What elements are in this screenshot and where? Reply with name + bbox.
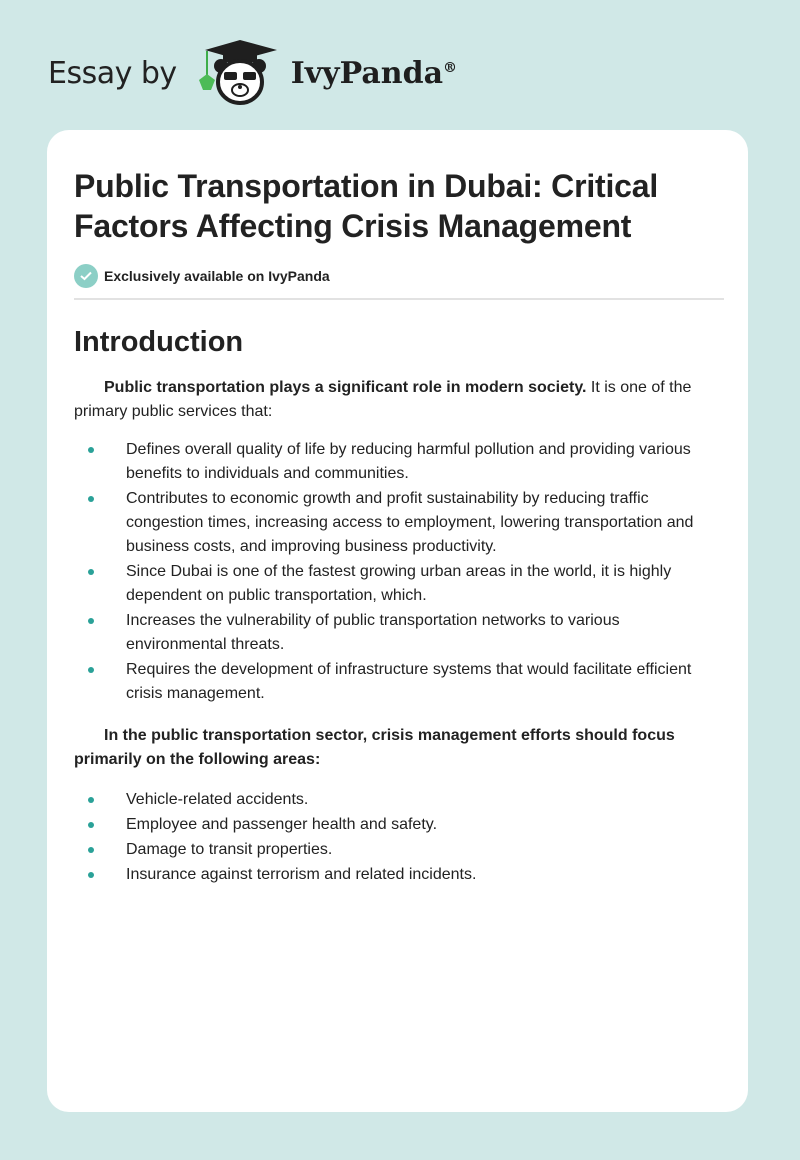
bullet-icon — [88, 496, 94, 502]
essay-title: Public Transportation in Dubai: Critical Factors Affecting Crisis Management — [74, 168, 659, 244]
bullet-icon — [88, 872, 94, 878]
section-heading: Introduction — [74, 326, 244, 358]
bullet-icon — [88, 618, 94, 624]
check-icon — [74, 264, 98, 288]
list-item: Defines overall quality of life by reducing harmful pollution and providing various benefits to individuals and communities. — [74, 438, 724, 486]
exclusive-badge — [74, 264, 724, 288]
list-item: Vehicle-related accidents. — [74, 788, 724, 812]
brand-name: IvyPanda® — [290, 55, 458, 91]
paragraph — [74, 376, 724, 424]
paragraph-lead: In the public transportation sector, crisis management efforts should focus primarily on the following areas: — [74, 727, 675, 768]
bullet-icon — [88, 447, 94, 453]
bullet-list — [74, 788, 724, 887]
exclusive-label: Exclusively available on IvyPanda — [104, 268, 330, 284]
list-item: Insurance against terrorism and related incidents. — [74, 863, 724, 887]
list-item: Contributes to economic growth and profit sustainability by reducing traffic congestion times, increasing access to employment, lowering transportation and business costs, and improving business productivity. — [74, 487, 724, 559]
divider — [74, 298, 724, 300]
list-item: Employee and passenger health and safety. — [74, 813, 724, 837]
site-header — [48, 38, 457, 108]
bullet-icon — [88, 822, 94, 828]
bullet-icon — [88, 667, 94, 673]
bullet-icon — [88, 797, 94, 803]
paragraph — [74, 724, 724, 772]
essay-card — [47, 130, 748, 1112]
list-item: Increases the vulnerability of public transportation networks to various environmental threats. — [74, 609, 724, 657]
paragraph-lead: Public transportation plays a significant role in modern society. — [104, 379, 587, 396]
list-item: Requires the development of infrastructure systems that would facilitate efficient crisis management. — [74, 658, 724, 706]
paragraph-text: It is one of the primary public services that: — [74, 379, 692, 420]
ivypanda-logo-icon[interactable] — [195, 38, 285, 108]
list-item: Since Dubai is one of the fastest growing urban areas in the world, it is highly dependent on public transportation, which. — [74, 560, 724, 608]
list-item: Damage to transit properties. — [74, 838, 724, 862]
essay-by-label: Essay by — [48, 55, 177, 91]
bullet-list — [74, 438, 724, 706]
bullet-icon — [88, 569, 94, 575]
bullet-icon — [88, 847, 94, 853]
